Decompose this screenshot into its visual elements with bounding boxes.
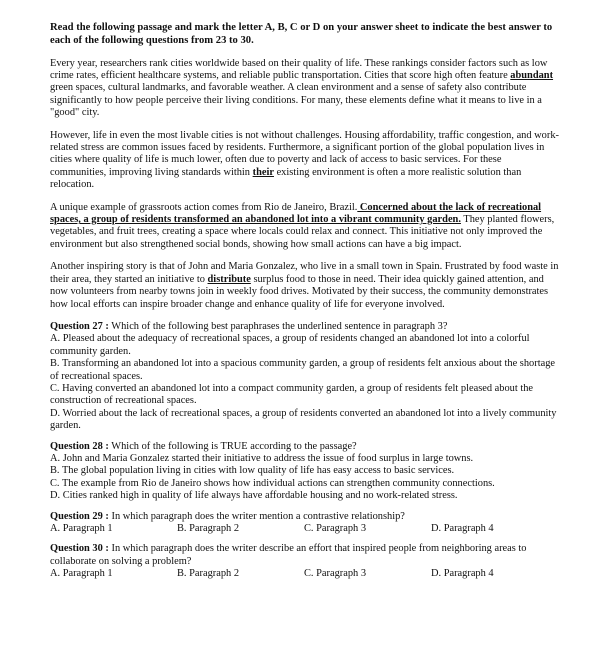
question-29-option-b[interactable]: B. Paragraph 2 [177,523,240,534]
instruction-heading: Read the following passage and mark the letter A, B, C or D on your answer sheet to indicate the best answer to each of the following questions from 23 to 30. [50,22,553,46]
question-27 [50,321,560,433]
question-30 [50,543,560,580]
question-28-text: Which of the following is TRUE according to the passage? [108,440,357,452]
question-29-options [50,523,560,535]
question-30-option-a[interactable]: A. Paragraph 1 [50,568,113,580]
question-30-label: Question 30 : [50,543,109,555]
document-page [50,22,560,589]
question-28-option-a[interactable]: A. John and Maria Gonzalez started their initiative to address the issue of food surplus in large towns. [50,452,474,464]
p4-keyword-distribute: distribute [207,273,251,285]
question-29-label: Question 29 : [50,510,109,522]
question-28-option-d[interactable]: D. Cities ranked high in quality of life always have affordable housing and no work-related stress. [50,490,458,502]
question-28-option-b[interactable]: B. The global population living in cities with low quality of life has easy access to basic services. [50,465,455,477]
question-28 [50,441,560,503]
paragraph-3 [50,202,560,252]
p1-text-before: Every year, researchers rank cities worldwide based on their quality of life. These rankings consider factors such as low crime rates, efficient healthcare systems, and reliable public transportation. Cities that score high often feature [50,57,548,81]
p2-text-before: However, life in even the most livable cities is not without challenges. Housing affordability, traffic congestion, and work-related stress are common issues faced by residents. Furthermore, a significant portion of the global population lives in cities where quality of life is much lower, often due to poverty and lack of access to basic services. For these communities, improving living standards within [50,129,559,178]
question-30-option-d[interactable]: D. Paragraph 4 [431,568,494,580]
question-29 [50,511,560,536]
question-27-option-a[interactable]: A. Pleased about the adequacy of recreational spaces, a group of residents changed an abandoned lot into a colorful community garden. [50,333,530,357]
p1-keyword-abundant: abundant [510,70,554,81]
question-28-stem [50,441,560,453]
p2-text-after: existing environment is often a more realistic solution than relocation. [50,166,522,191]
question-29-option-d[interactable]: D. Paragraph 4 [431,523,494,534]
question-30-text: In which paragraph does the writer describe an effort that inspired people from neighboring areas to collaborate on solving a problem? [50,543,527,567]
question-27-option-b[interactable]: B. Transforming an abandoned lot into a spacious community garden, a group of residents felt anxious about the shortage of recreational spaces. [50,358,556,382]
question-29-option-c[interactable]: C. Paragraph 3 [304,523,367,534]
paragraph-2 [50,130,560,192]
question-29-text: In which paragraph does the writer mention a contrastive relationship? [108,510,405,522]
p2-keyword-their: their [252,166,274,178]
question-29-option-a[interactable]: A. Paragraph 1 [50,523,113,534]
question-27-option-d[interactable]: D. Worried about the lack of recreational spaces, a group of residents converted an abandoned lot into a lively community garden. [50,407,557,432]
p3-text-before: A unique example of grassroots action comes from Rio de Janeiro, Brazil. [50,201,358,213]
p4-text-after: surplus food to those in need. Their idea quickly gained attention, and now volunteers from nearby towns join in weekly food drives. Motivated by their success, the community demonstrates how local efforts can inspire broader change and enhance quality of life for everyone involved. [50,273,549,310]
question-30-options [50,568,560,580]
question-27-label: Question 27 : [50,320,109,332]
paragraph-4 [50,261,560,311]
question-29-stem [50,511,560,523]
question-30-option-b[interactable]: B. Paragraph 2 [177,568,240,580]
p1-text-after: green spaces, cultural landmarks, and favorable weather. A clean environment and a sense of safety also contribute significantly to how people perceive their living conditions. For many, these elements define what it means to live in a "good" city. [50,82,542,119]
p3-underlined-sentence: Concerned about the lack of recreational spaces, a group of residents transformed an abandoned lot into a vibrant community garden. [50,201,542,226]
paragraph-1 [50,58,560,120]
question-30-option-c[interactable]: C. Paragraph 3 [304,568,367,580]
question-28-option-c[interactable]: C. The example from Rio de Janeiro shows how individual actions can strengthen community connections. [50,477,495,489]
question-28-label: Question 28 : [50,440,109,452]
p3-text-after: They planted flowers, vegetables, and fruit trees, creating a space where locals could relax and connect. This initiative not only improved the environment but also strengthened social bonds, showing how small actions can have a big impact. [50,214,555,250]
question-27-option-c[interactable]: C. Having converted an abandoned lot into a compact community garden, a group of residents felt pleased about the construction of recreational spaces. [50,382,534,407]
p4-text-before: Another inspiring story is that of John and Maria Gonzalez, who live in a small town in Spain. Frustrated by food waste in their area, they started an initiative to [50,261,559,285]
question-27-stem [50,321,560,333]
question-30-stem [50,543,560,568]
question-27-text: Which of the following best paraphrases the underlined sentence in paragraph 3? [108,320,448,332]
